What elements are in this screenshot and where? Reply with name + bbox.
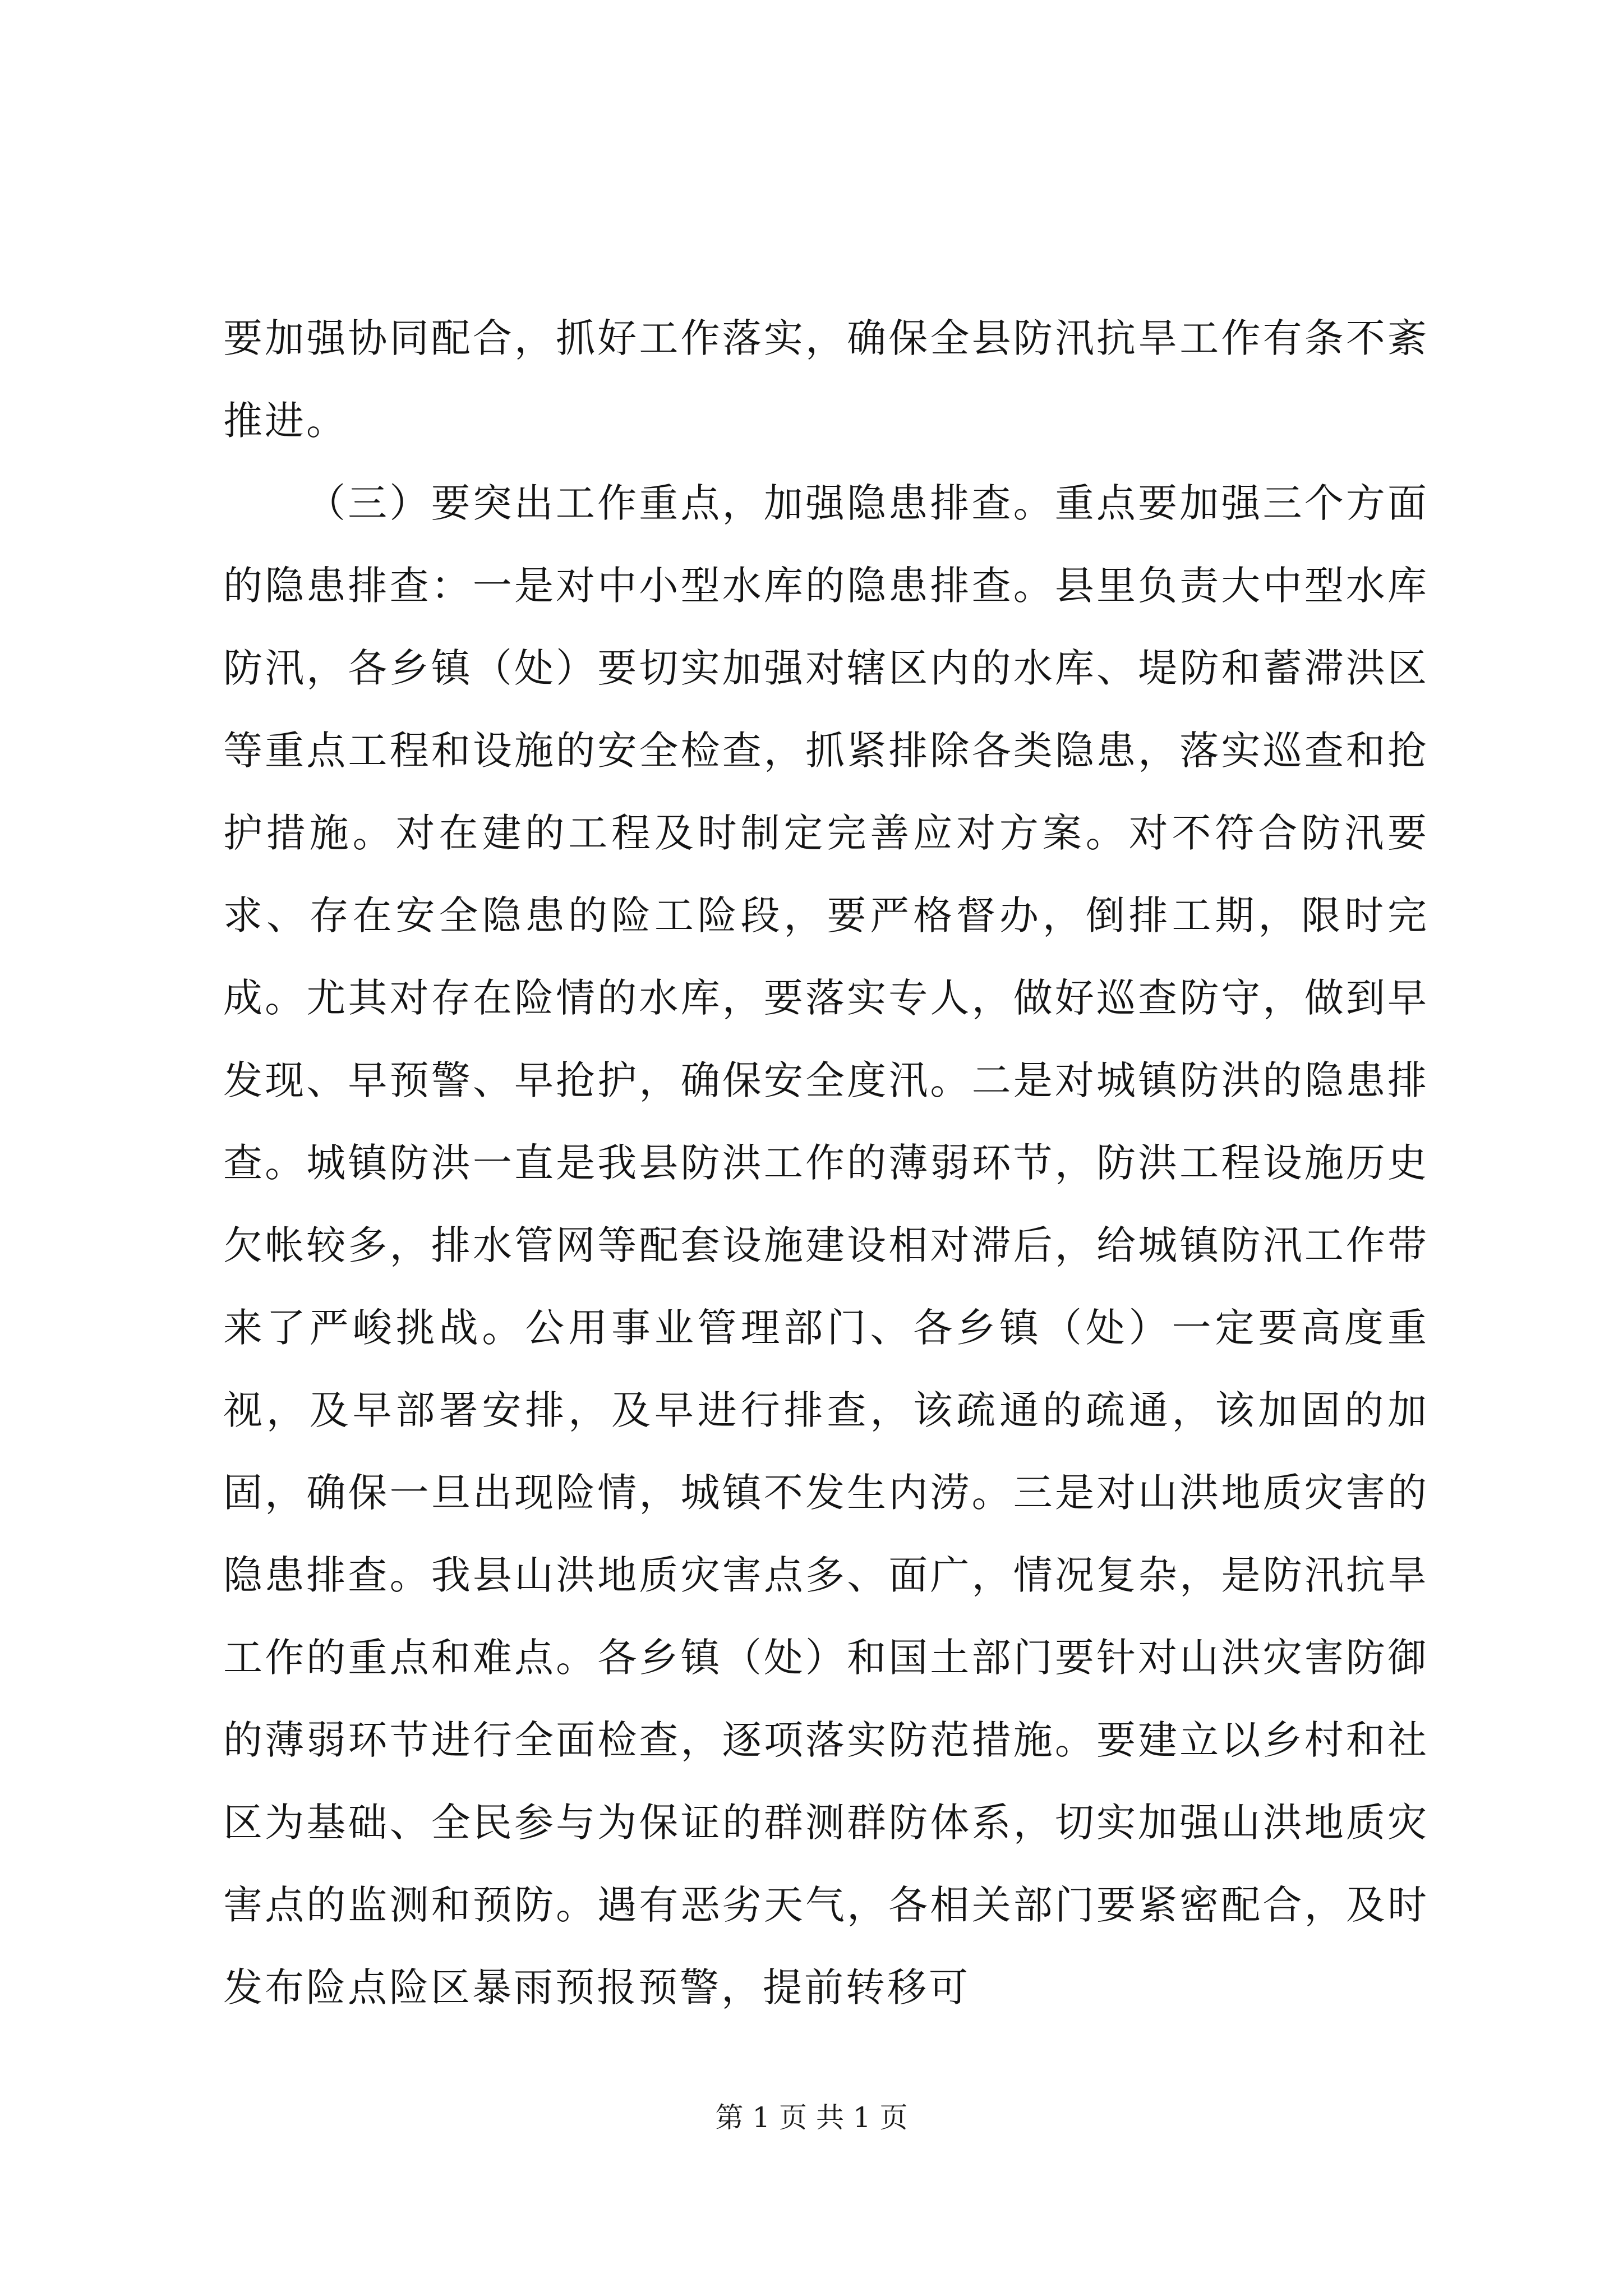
paragraph-continuation: 要加强协同配合，抓好工作落实，确保全县防汛抗旱工作有条不紊推进。 bbox=[223, 315, 1429, 444]
page-footer: 第 1 页 共 1 页 bbox=[715, 2101, 908, 2134]
document-body bbox=[223, 297, 1429, 2029]
paragraph-section-three: （三）要突出工作重点，加强隐患排查。重点要加强三个方面的隐患排查：一是对中小型水库的隐患排查。县里负责大中型水库防汛，各乡镇（处）要切实加强对辖区内的水库、堤防和蓄滞洪区等重点工程和设施的安全检查，抓紧排除各类隐患，落实巡查和抢护措施。对在建的工程及时制定完善应对方案。对不符合防汛要求、存在安全隐患的险工险段，要严格督办，倒排工期，限时完成。尤其对存在险情的水库，要落实专人，做好巡查防守，做到早发现、早预警、早抢护，确保安全度汛。二是对城镇防洪的隐患排查。城镇防洪一直是我县防洪工作的薄弱环节，防洪工程设施历史欠帐较多，排水管网等配套设施建设相对滞后，给城镇防汛工作带来了严峻挑战。公用事业管理部门、各乡镇（处）一定要高度重视，及早部署安排，及早进行排查，该疏通的疏通，该加固的加固，确保一旦出现险情，城镇不发生内涝。三是对山洪地质灾害的隐患排查。我县山洪地质灾害点多、面广，情况复杂，是防汛抗旱工作的重点和难点。各乡镇（处）和国土部门要针对山洪灾害防御的薄弱环节进行全面检查，逐项落实防范措施。要建立以乡村和社区为基础、全民参与为保证的群测群防体系，切实加强山洪地质灾害点的监测和预防。遇有恶劣天气，各相关部门要紧密配合，及时发布险点险区暴雨预报预警，提前转移可 bbox=[223, 480, 1429, 2010]
